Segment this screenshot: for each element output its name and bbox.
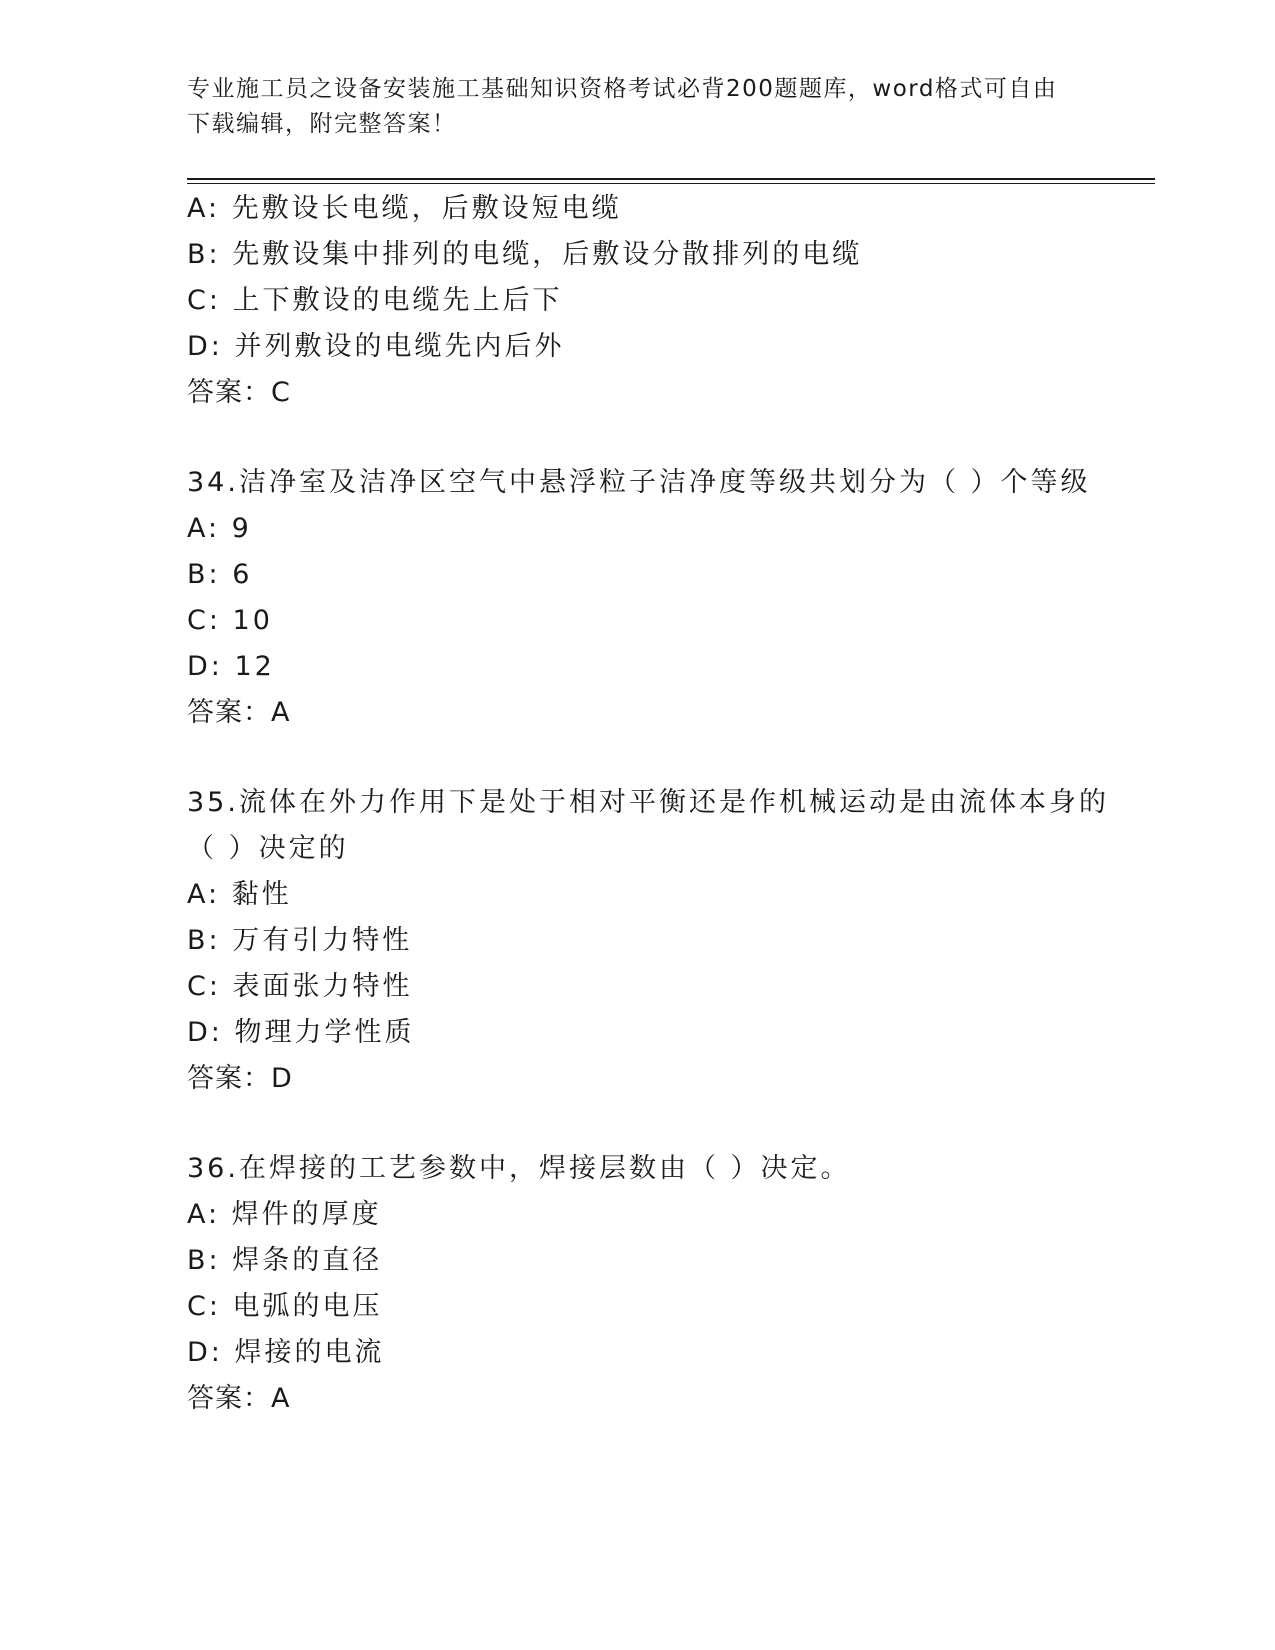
option-b: B: 焊条的直径 xyxy=(187,1245,383,1276)
header-title-line-2: 下载编辑，附完整答案！ xyxy=(187,111,457,137)
option-d: D: 并列敷设的电缆先内后外 xyxy=(187,331,565,362)
answer: 答案：D xyxy=(187,1063,293,1094)
header-divider-thick xyxy=(187,178,1155,180)
option-a: A: 先敷设长电缆，后敷设短电缆 xyxy=(187,193,622,224)
document-header xyxy=(187,72,1087,142)
question-33-block xyxy=(187,186,1147,416)
option-d: D: 物理力学性质 xyxy=(187,1017,415,1048)
option-c: C: 表面张力特性 xyxy=(187,971,413,1002)
option-b: B: 6 xyxy=(187,559,253,590)
option-c: C: 电弧的电压 xyxy=(187,1291,383,1322)
question-text-line-1: 35.流体在外力作用下是处于相对平衡还是作机械运动是由流体本身的 xyxy=(187,787,1109,818)
option-b: B: 万有引力特性 xyxy=(187,925,413,956)
option-a: A: 9 xyxy=(187,513,252,544)
question-34-block xyxy=(187,460,1147,736)
option-d: D: 焊接的电流 xyxy=(187,1337,385,1368)
option-d: D: 12 xyxy=(187,651,275,682)
answer: 答案：C xyxy=(187,377,291,408)
answer: 答案：A xyxy=(187,1383,291,1414)
option-c: C: 10 xyxy=(187,605,273,636)
answer: 答案：A xyxy=(187,697,291,728)
header-divider-thin xyxy=(187,183,1155,184)
question-text: 36.在焊接的工艺参数中，焊接层数由（ ）决定。 xyxy=(187,1153,851,1184)
spacer xyxy=(187,1102,1147,1146)
option-a: A: 焊件的厚度 xyxy=(187,1199,382,1230)
question-35-block xyxy=(187,780,1147,1102)
option-a: A: 黏性 xyxy=(187,879,292,910)
spacer xyxy=(187,736,1147,780)
spacer xyxy=(187,416,1147,460)
option-b: B: 先敷设集中排列的电缆，后敷设分散排列的电缆 xyxy=(187,239,863,270)
question-text: 34.洁净室及洁净区空气中悬浮粒子洁净度等级共划分为（ ）个等级 xyxy=(187,467,1091,498)
option-c: C: 上下敷设的电缆先上后下 xyxy=(187,285,563,316)
question-36-block xyxy=(187,1146,1147,1422)
header-title-line-1: 专业施工员之设备安装施工基础知识资格考试必背200题题库，word格式可自由 xyxy=(187,76,1058,102)
question-text-line-2: （ ）决定的 xyxy=(187,833,349,864)
question-list xyxy=(187,186,1147,1422)
